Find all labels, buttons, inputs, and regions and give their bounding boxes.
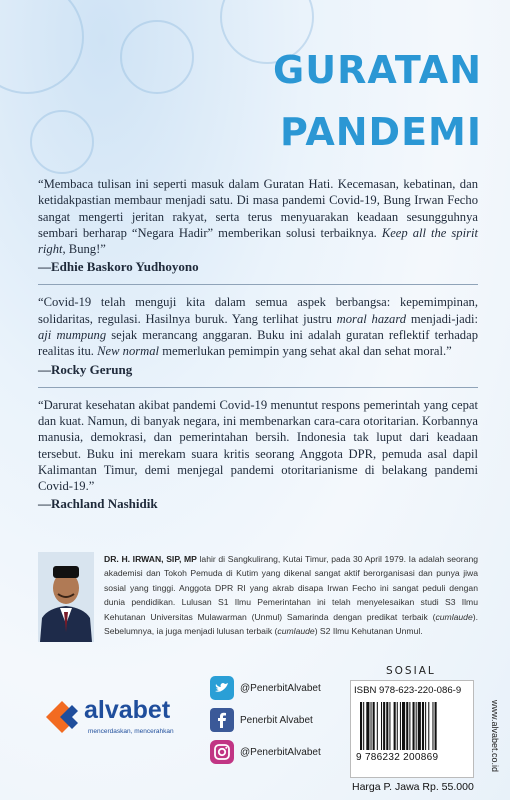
website-url[interactable]: www.alvabet.co.id [490, 700, 500, 773]
author-portrait-icon [38, 552, 94, 642]
virus-decoration [120, 20, 194, 94]
endorsement [38, 294, 478, 377]
endorsement-author: —Edhie Baskoro Yudhoyono [38, 259, 199, 275]
endorsements [38, 176, 478, 512]
virus-decoration [30, 110, 94, 174]
barcode-icon [360, 702, 464, 750]
social-instagram[interactable] [210, 740, 321, 764]
endorsement-quote: “Membaca tulisan ini seperti masuk dalam Guratan Hati. Kecemasan, kebatinan, dan ketidakpastian membaur menjadi satu. Di masa pandemi Covid-19, Bung Irwan Fecho sangat mengerti jeritan rakyat, serta terus menyuarakan keadaan sesungguhnya sembari berharap “Negara Hadir” memberikan solusi terbaiknya. Keep all the spirit right, Bung!” [38, 177, 478, 257]
category-label: SOSIAL [386, 665, 436, 677]
twitter-icon [210, 676, 234, 700]
instagram-icon [210, 740, 234, 764]
author-name: DR. H. IRWAN, SIP, MP [104, 554, 197, 564]
divider [38, 284, 478, 285]
book-title-line1: GURATAN [273, 48, 482, 92]
publisher-logo [40, 690, 210, 744]
endorsement [38, 397, 478, 513]
publisher-name: alvabet [84, 696, 171, 724]
social-facebook[interactable] [210, 708, 313, 732]
barcode-number: 9 786232 200869 [356, 752, 439, 763]
author-bio: DR. H. IRWAN, SIP, MP lahir di Sangkulirang, Kutai Timur, pada 30 April 1979. Ia adalah seorang akademisi dan Tokoh Pemuda di Kutim yang dikenal sangat aktif berorganisasi dan punya jiwa sosial yang tinggi. Anggota DPR RI yang akrab disapa Irwan Fecho ini sangat peduli dengan dunia pendidikan. Lulusan S1 Ilmu Pemerintahan ini telah menyelesaikan studi S3 Ilmu Kehutanan Universitas Mulawarman (Unmul) Samarinda dengan predikat terbaik (cumlaude). Sebelumnya, ia juga menjadi lulusan terbaik (cumlaude) S2 Ilmu Kehutanan Unmul. [104, 554, 479, 637]
social-handle: @PenerbitAlvabet [240, 682, 321, 694]
virus-decoration [0, 0, 84, 94]
publisher-tagline: mencerdaskan, mencerahkan [88, 728, 174, 735]
facebook-icon [210, 708, 234, 732]
social-handle: @PenerbitAlvabet [240, 746, 321, 758]
endorsement-quote: “Covid-19 telah menguji kita dalam semua aspek berbangsa: kepemimpinan, solidaritas, regulasi. Hasilnya buruk. Yang terlihat justru moral hazard menjadi-jadi: aji mumpung sejak merancang anggaran. Buku ini adalah guratan reflektif terhadap realitas itu. New normal memerlukan pemimpin yang sehat akal dan sehat moral.” [38, 295, 478, 359]
author-photo [38, 552, 94, 642]
endorsement-author: —Rocky Gerung [38, 361, 133, 377]
isbn-number: ISBN 978-623-220-086-9 [354, 685, 462, 696]
endorsement-quote: “Darurat kesehatan akibat pandemi Covid-19 menuntut respons pemerintah yang cepat dan kuat. Namun, di banyak negara, ini membenarkan cara-cara otoritarian. Korbannya manusia, demokrasi, dan pemerintahan bersih. Indonesia tak luput dari keadaan tersebut. Buku ini merekam suara kritis seorang Anggota DPR, pemuda asal dapil Kalimantan Timur, demi menjegal pandemi otoritarianisme di belakang pandemi Covid-19.” [38, 397, 478, 494]
social-twitter[interactable] [210, 676, 321, 700]
divider [38, 387, 478, 388]
endorsement-author: —Rachland Nashidik [38, 496, 158, 512]
endorsement [38, 176, 478, 275]
price-label: Harga P. Jawa Rp. 55.000 [352, 781, 474, 793]
book-title-line2: PANDEMI [279, 110, 482, 154]
social-handle: Penerbit Alvabet [240, 714, 313, 726]
